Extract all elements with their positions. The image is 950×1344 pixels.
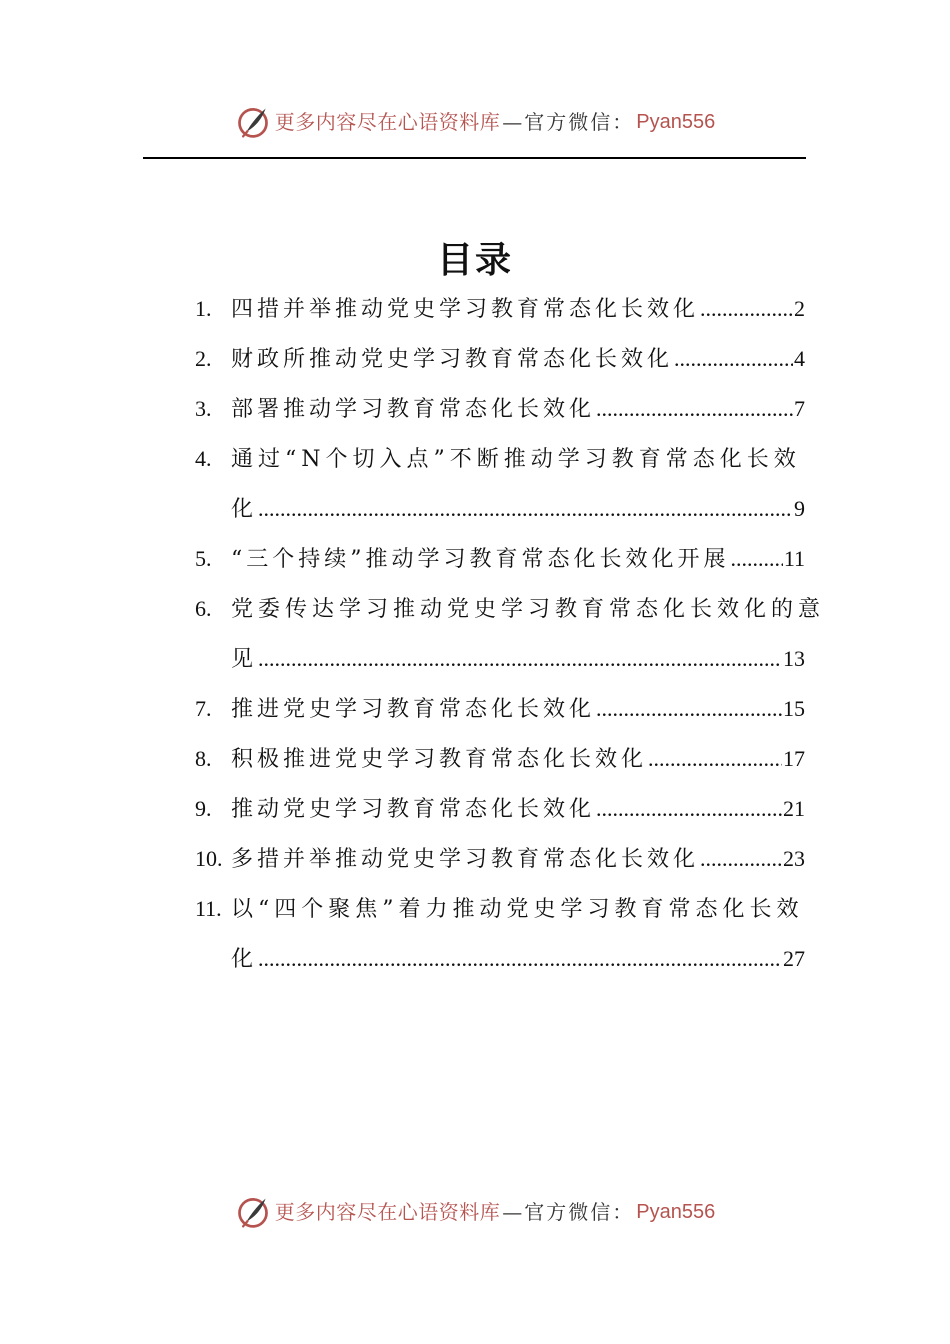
toc-entry-title: 以“四个聚焦”着力推动党史学习教育常态化长效 <box>231 897 804 922</box>
watermark-separator-text: —官方微信： <box>502 110 635 134</box>
toc-entry[interactable] <box>195 884 805 934</box>
toc-entry-number: 10. <box>195 846 223 871</box>
toc-entry[interactable] <box>195 534 805 584</box>
page-title: 目录 <box>436 239 513 281</box>
watermark-main-text: 更多内容尽在心语资料库 <box>274 110 501 134</box>
feather-logo-icon <box>235 104 271 140</box>
toc-entry[interactable] <box>195 484 805 534</box>
toc-entry-title: 化 <box>231 947 258 972</box>
toc-entry-title: 推动党史学习教育常态化长效化 <box>231 797 596 822</box>
table-of-contents <box>195 284 826 984</box>
toc-entry-title: 积极推进党史学习教育常态化长效化 <box>231 747 648 772</box>
toc-entry[interactable] <box>195 334 805 384</box>
toc-dot-leader <box>674 334 793 384</box>
toc-entry-number: 5. <box>195 546 212 571</box>
watermark-handle: Pyan556 <box>636 1201 716 1223</box>
toc-entry-title: 党委传达学习推动党史学习教育常态化长效化的意 <box>231 597 826 622</box>
toc-entry-page: 2 <box>794 296 805 321</box>
watermark-main-text: 更多内容尽在心语资料库 <box>274 1200 501 1224</box>
toc-entry[interactable] <box>195 784 805 834</box>
toc-entry-number: 4. <box>195 446 212 471</box>
toc-entry-number: 7. <box>195 696 212 721</box>
toc-entry[interactable] <box>195 384 805 434</box>
toc-entry-page: 13 <box>783 646 805 671</box>
feather-logo-icon <box>235 1194 271 1230</box>
toc-entry-number: 6. <box>195 596 212 621</box>
toc-entry-page: 4 <box>794 346 805 371</box>
toc-entry-page: 11 <box>783 546 805 571</box>
toc-entry[interactable] <box>195 584 826 634</box>
toc-entry[interactable] <box>195 284 805 334</box>
toc-dot-leader <box>596 684 782 734</box>
toc-entry[interactable] <box>195 434 805 484</box>
toc-dot-leader <box>258 934 782 984</box>
toc-entry-title: 化 <box>231 497 258 522</box>
toc-entry-title: 部署推动学习教育常态化长效化 <box>231 397 596 422</box>
toc-dot-leader <box>700 834 782 884</box>
toc-dot-leader <box>258 634 782 684</box>
header-divider <box>143 157 806 159</box>
toc-entry-page: 9 <box>794 496 805 521</box>
toc-entry-page: 15 <box>783 696 805 721</box>
toc-entry-number: 8. <box>195 746 212 771</box>
header-watermark <box>0 104 950 140</box>
toc-entry-title: 见 <box>231 647 258 672</box>
toc-entry-page: 17 <box>783 746 805 771</box>
toc-entry-title: 推进党史学习教育常态化长效化 <box>231 697 596 722</box>
watermark-separator-text: —官方微信： <box>502 1200 635 1224</box>
toc-entry-page: 27 <box>783 946 805 971</box>
toc-entry-title: 多措并举推动党史学习教育常态化长效化 <box>231 847 700 872</box>
toc-entry-title: 四措并举推动党史学习教育常态化长效化 <box>231 297 700 322</box>
toc-dot-leader <box>648 734 782 784</box>
toc-entry[interactable] <box>195 634 805 684</box>
toc-entry[interactable] <box>195 934 805 984</box>
toc-entry-number: 11. <box>195 896 222 921</box>
toc-dot-leader <box>731 534 783 584</box>
toc-entry-title: 通过“N个切入点”不断推动学习教育常态化长效 <box>231 447 801 472</box>
toc-entry-page: 7 <box>794 396 805 421</box>
toc-entry[interactable] <box>195 834 805 884</box>
footer-watermark <box>0 1194 950 1230</box>
toc-entry[interactable] <box>195 734 805 784</box>
toc-entry-number: 1. <box>195 296 212 321</box>
toc-entry[interactable] <box>195 684 805 734</box>
toc-entry-page: 23 <box>783 846 805 871</box>
toc-dot-leader <box>596 384 793 434</box>
watermark-handle: Pyan556 <box>636 111 716 133</box>
toc-entry-number: 9. <box>195 796 212 821</box>
toc-entry-title: “三个持续”推动学习教育常态化长效化开展 <box>231 547 730 572</box>
toc-entry-page: 21 <box>783 796 805 821</box>
toc-entry-number: 2. <box>195 346 212 371</box>
toc-dot-leader <box>700 284 793 334</box>
toc-dot-leader <box>258 484 793 534</box>
toc-entry-title: 财政所推动党史学习教育常态化长效化 <box>231 347 674 372</box>
toc-entry-number: 3. <box>195 396 212 421</box>
toc-dot-leader <box>596 784 782 834</box>
